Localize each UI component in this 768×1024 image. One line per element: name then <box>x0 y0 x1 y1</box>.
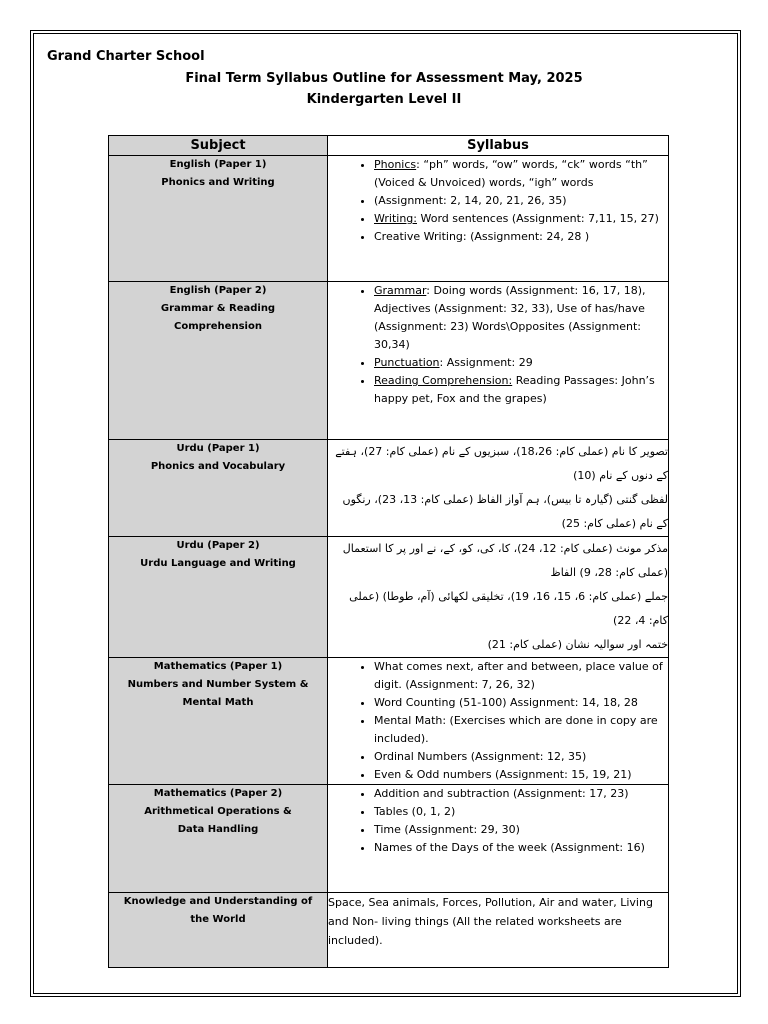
item-text: What comes next, after and between, place value of digit. (Assignment: 7, 26, 32) <box>374 660 663 691</box>
list-item <box>374 228 668 246</box>
item-label: Writing: <box>374 212 417 225</box>
item-label: Phonics <box>374 158 417 171</box>
subject-cell <box>109 537 328 658</box>
syllabus-table <box>108 135 669 968</box>
list-item <box>374 210 668 228</box>
table-row <box>109 537 669 658</box>
urdu-line: جملے (عملی کام: 6، 15، 16، 19)، تخلیقی لکھائی (آم، طوطا) (عملی کام: 4، 22) <box>349 590 668 627</box>
subject-line: Data Handling <box>177 824 259 835</box>
item-text: Word Counting (51-100) Assignment: 14, 18, 28 <box>374 696 638 709</box>
list-item <box>374 748 668 766</box>
item-label: Reading Comprehension: <box>374 374 513 387</box>
list-item <box>374 658 668 694</box>
list-item <box>374 694 668 712</box>
item-text: Even & Odd numbers (Assignment: 15, 19, 21) <box>374 768 632 781</box>
subject-cell <box>109 440 328 537</box>
subject-line: Urdu (Paper 1) <box>176 443 260 454</box>
item-text: : “ph” words, “ow” words, “ck” words “th” (Voiced & Unvoiced) words, “igh” words <box>374 158 648 189</box>
item-text: Word sentences (Assignment: 7,11, 15, 27) <box>417 212 659 225</box>
list-item <box>374 192 668 210</box>
list-item <box>374 354 668 372</box>
school-name: Grand Charter School <box>47 49 205 64</box>
subject-line: Comprehension <box>174 321 262 332</box>
subject-line: Arithmetical Operations & <box>144 806 292 817</box>
subject-line: English (Paper 2) <box>169 285 267 296</box>
list-item <box>374 712 668 748</box>
subject-line: Numbers and Number System & <box>127 679 309 690</box>
list-item <box>374 839 668 857</box>
subject-cell <box>109 893 328 968</box>
list-item <box>374 803 668 821</box>
urdu-line: لفظی گنتی (گیارہ تا بیس)، ہم آواز الفاظ (عملی کام: 13، 23)، رنگوں کے نام (عملی کام: 25) <box>342 493 668 530</box>
class-level: Kindergarten Level II <box>306 92 462 107</box>
item-text: Tables (0, 1, 2) <box>374 805 456 818</box>
syllabus-cell <box>328 156 669 282</box>
table-row <box>109 658 669 785</box>
syllabus-cell-urdu <box>328 440 669 537</box>
subject-cell <box>109 282 328 440</box>
list-item <box>374 156 668 192</box>
table-row <box>109 893 669 968</box>
list-item <box>374 785 668 803</box>
list-item <box>374 282 668 354</box>
urdu-line: ختمہ اور سوالیہ نشان (عملی کام: 21) <box>487 638 668 651</box>
subject-line: English (Paper 1) <box>169 159 267 170</box>
item-text: Time (Assignment: 29, 30) <box>374 823 520 836</box>
subject-cell <box>109 658 328 785</box>
item-label: Grammar <box>374 284 427 297</box>
item-text: Mental Math: (Exercises which are done in copy are included). <box>374 714 658 745</box>
subject-line: Urdu (Paper 2) <box>176 540 260 551</box>
item-text: Space, Sea animals, Forces, Pollution, Air and water, Living and Non- living things (All the related worksheets are included). <box>328 896 653 947</box>
item-text: (Assignment: 2, 14, 20, 21, 26, 35) <box>374 194 567 207</box>
subject-line: Urdu Language and Writing <box>140 558 296 569</box>
item-text: : Assignment: 29 <box>439 356 533 369</box>
item-text: Names of the Days of the week (Assignment: 16) <box>374 841 645 854</box>
table-row <box>109 156 669 282</box>
syllabus-cell <box>328 282 669 440</box>
subject-line: Mathematics (Paper 2) <box>153 788 283 799</box>
item-text: Reading Passages: John’s happy pet, Fox and the grapes) <box>374 374 655 405</box>
subject-line: Knowledge and Understanding of <box>123 896 313 907</box>
list-item <box>374 372 668 408</box>
item-text: : Doing words (Assignment: 16, 17, 18), Adjectives (Assignment: 32, 33), Use of has/have (Assignment: 23) Words\Opposites (Assignment: 30,34) <box>374 284 646 351</box>
syllabus-cell <box>328 893 669 968</box>
syllabus-cell <box>328 658 669 785</box>
subject-line: Phonics and Vocabulary <box>150 461 286 472</box>
subject-cell <box>109 156 328 282</box>
subject-column-header: Subject <box>109 136 328 156</box>
urdu-line: تصویر کا نام (عملی کام: 18،26)، سبزیوں کے نام (عملی کام: 27)، ہفتے کے دنوں کے نام (10) <box>335 445 668 482</box>
list-item <box>374 821 668 839</box>
urdu-line: مذکر مونث (عملی کام: 12، 24)، کا، کی، کو، کے، نے اور پر کا استعمال (عملی کام: 28، 9) الفاظ <box>342 542 668 579</box>
table-row <box>109 282 669 440</box>
subject-line: Phonics and Writing <box>161 177 275 188</box>
subject-line: Grammar & Reading <box>160 303 276 314</box>
subject-line: Mental Math <box>182 697 254 708</box>
syllabus-column-header: Syllabus <box>328 136 669 156</box>
table-row <box>109 785 669 893</box>
subject-cell <box>109 785 328 893</box>
table-header-row <box>109 136 669 156</box>
item-text: Addition and subtraction (Assignment: 17, 23) <box>374 787 629 800</box>
item-text: Ordinal Numbers (Assignment: 12, 35) <box>374 750 587 763</box>
subject-line: the World <box>190 914 246 925</box>
table-row <box>109 440 669 537</box>
list-item <box>374 766 668 784</box>
subject-line: Mathematics (Paper 1) <box>153 661 283 672</box>
item-text: Creative Writing: (Assignment: 24, 28 ) <box>374 230 590 243</box>
document-title: Final Term Syllabus Outline for Assessment May, 2025 <box>185 71 583 86</box>
syllabus-cell-urdu <box>328 537 669 658</box>
syllabus-cell <box>328 785 669 893</box>
item-label: Punctuation <box>374 356 440 369</box>
